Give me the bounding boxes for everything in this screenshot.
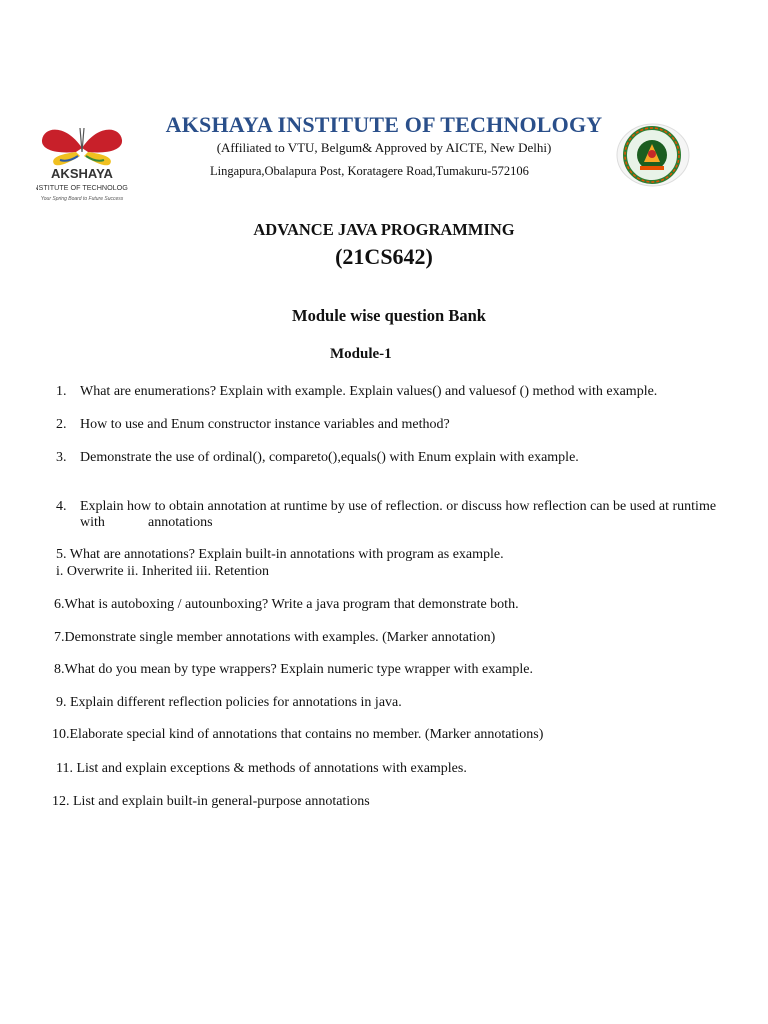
institute-address: Lingapura,Obalapura Post, Koratagere Road,Tumakuru-572106 [210, 164, 529, 178]
question-12: 12. List and explain built-in general-purpose annotations [52, 794, 370, 809]
question-6: 6.What is autoboxing / autounboxing? Write a java program that demonstrate both. [54, 597, 519, 612]
question-number: 4. [56, 499, 67, 514]
subject-code: (21CS642) [335, 244, 433, 269]
question-10: 10.Elaborate special kind of annotations that contains no member. (Marker annotations) [52, 727, 544, 742]
svg-text:Your Spring Board to Future Su: Your Spring Board to Future Success [40, 196, 124, 202]
question-subitems: i. Overwrite ii. Inherited iii. Retention [56, 564, 270, 579]
svg-text:INSTITUTE OF TECHNOLOGY: INSTITUTE OF TECHNOLOGY [36, 183, 128, 192]
affiliation-label: (Affiliated to VTU, Belgum& Approved by AICTE, New Delhi) [216, 140, 552, 155]
question-text: What are enumerations? Explain with example. Explain values() and valuesof () method with example. [80, 384, 658, 399]
subject-title: ADVANCE JAVA PROGRAMMING [253, 220, 515, 239]
question-9: 9. Explain different reflection policies for annotations in java. [56, 695, 402, 710]
question-text-continued: annotations [148, 515, 213, 530]
question-11: 11. List and explain exceptions & methods of annotations with examples. [56, 761, 467, 776]
module-heading: Module-1 [330, 346, 392, 362]
question-8: 8.What do you mean by type wrappers? Explain numeric type wrapper with example. [54, 662, 533, 677]
affiliation-text [0, 140, 768, 156]
question-text-continued: with [80, 515, 105, 530]
svg-text:AKSHAYA: AKSHAYA [51, 166, 113, 181]
question-number: 1. [56, 384, 67, 399]
question-bank-title: Module wise question Bank [292, 306, 486, 325]
question-text: 5. What are annotations? Explain built-in annotations with program as example. [56, 547, 504, 562]
institute-name: AKSHAYA INSTITUTE OF TECHNOLOGY [165, 112, 603, 137]
question-text: How to use and Enum constructor instance variables and method? [80, 417, 450, 432]
question-5 [56, 546, 504, 580]
question-text: Explain how to obtain annotation at runtime by use of reflection. or discuss how reflection can be used at runtime [80, 499, 717, 514]
question-number: 2. [56, 417, 67, 432]
question-text: Demonstrate the use of ordinal(), compareto(),equals() with Enum explain with example. [80, 450, 579, 465]
question-number: 3. [56, 450, 67, 465]
question-7: 7.Demonstrate single member annotations with examples. (Marker annotation) [54, 630, 496, 645]
